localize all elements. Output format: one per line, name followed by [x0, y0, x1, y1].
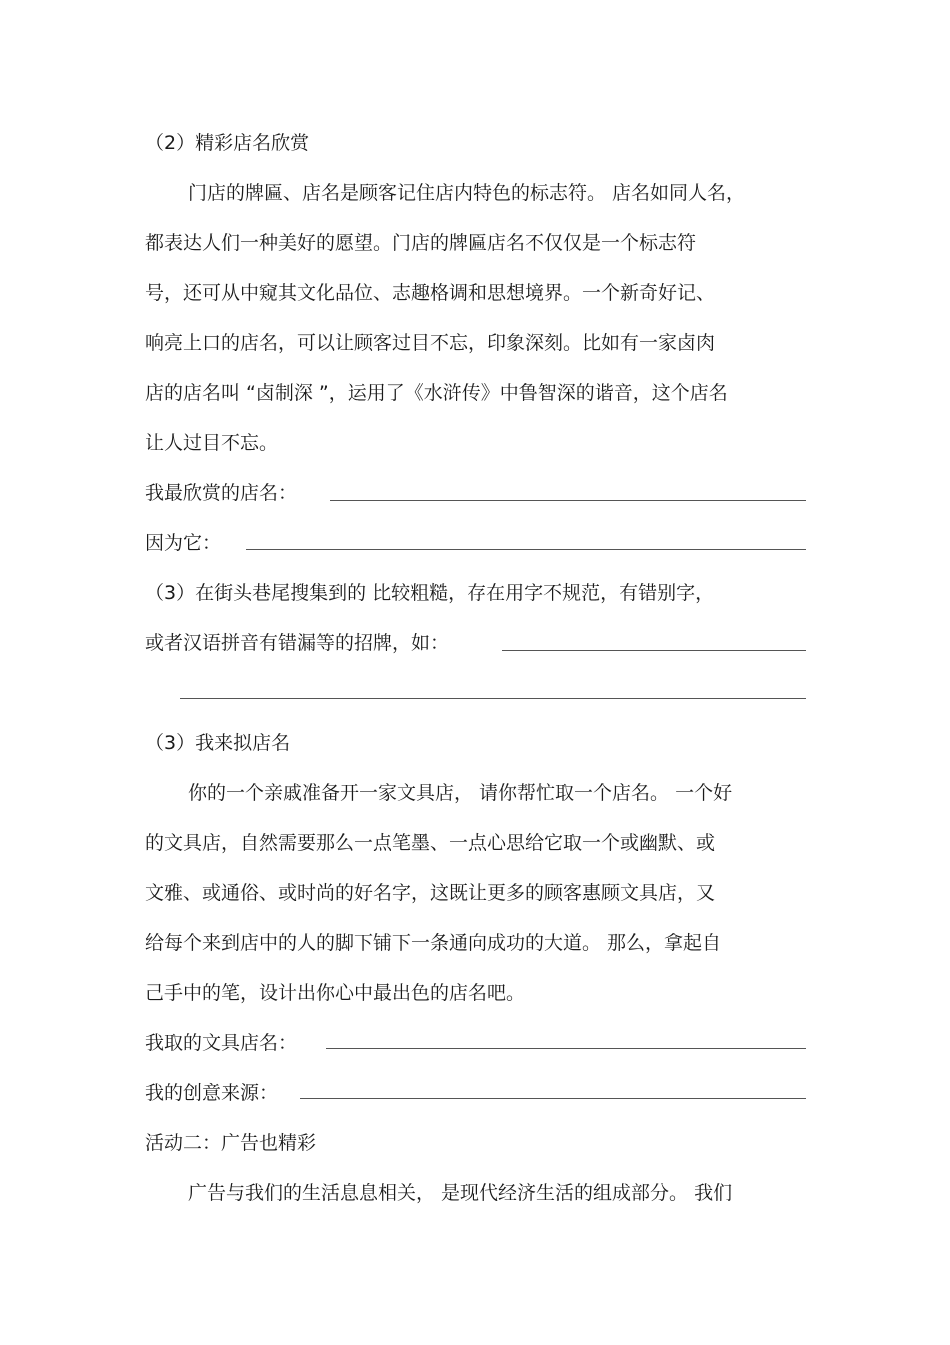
idea-source-label: 我的创意来源：: [145, 1082, 279, 1104]
signboard-example-blank-2[interactable]: [180, 698, 806, 699]
paragraph-line: 让人过目不忘。: [145, 432, 279, 454]
paragraph-line: 己手中的笔，设计出你心中最出色的店名吧。: [145, 982, 526, 1004]
stationery-name-blank[interactable]: [326, 1048, 806, 1049]
paragraph-line: 广告与我们的生活息息相关， 是现代经济生活的组成部分。 我们: [188, 1182, 733, 1204]
reason-blank[interactable]: [246, 549, 806, 550]
idea-source-blank[interactable]: [300, 1098, 806, 1099]
section-3-collect-line: 或者汉语拼音有错漏等的招牌，如：: [145, 632, 450, 654]
paragraph-line: 号，还可从中窥其文化品位、志趣格调和思想境界。一个新奇好记、: [145, 282, 716, 304]
paragraph-line: 文雅、或通俗、或时尚的好名字，这既让更多的顾客惠顾文具店，又: [145, 882, 716, 904]
paragraph-line: 门店的牌匾、店名是顾客记住店内特色的标志符。 店名如同人名，: [188, 182, 746, 204]
paragraph-line: 都表达人们一种美好的愿望。门店的牌匾店名不仅仅是一个标志符: [145, 232, 697, 254]
favorite-name-blank[interactable]: [330, 500, 806, 501]
signboard-example-blank[interactable]: [502, 650, 806, 651]
paragraph-line: 店的店名叫 “卤制深 ”，运用了《水浒传》中鲁智深的谐音，这个店名: [145, 382, 728, 404]
paragraph-line: 给每个来到店中的人的脚下铺下一条通向成功的大道。 那么，拿起自: [145, 932, 722, 954]
activity-2-heading: 活动二：广告也精彩: [145, 1132, 317, 1154]
paragraph-line: 你的一个亲戚准备开一家文具店， 请你帮忙取一个店名。 一个好: [188, 782, 733, 804]
favorite-name-label: 我最欣赏的店名：: [145, 482, 298, 504]
reason-label: 因为它：: [145, 532, 222, 554]
section-2-heading: （2）精彩店名欣赏: [145, 132, 310, 154]
paragraph-line: 的文具店，自然需要那么一点笔墨、一点心思给它取一个或幽默、或: [145, 832, 716, 854]
section-3-naming-heading: （3）我来拟店名: [145, 732, 291, 754]
section-3-collect-line: （3）在街头巷尾搜集到的 比较粗糙，存在用字不规范，有错别字，: [145, 582, 715, 604]
paragraph-line: 响亮上口的店名，可以让顾客过目不忘，印象深刻。比如有一家卤肉: [145, 332, 716, 354]
stationery-name-label: 我取的文具店名：: [145, 1032, 298, 1054]
